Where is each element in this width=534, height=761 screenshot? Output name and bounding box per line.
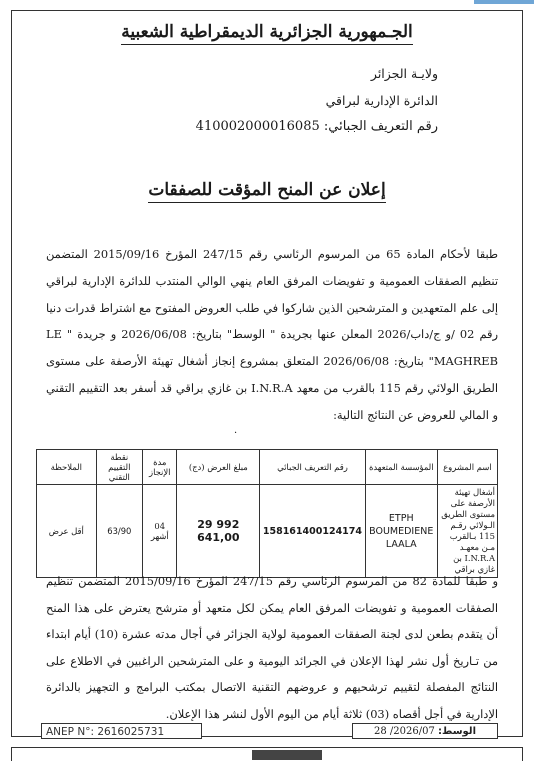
header-company: المؤسسة المتعهدة — [365, 450, 437, 485]
cell-company: ETPH BOUMEDIENE LAALA — [365, 485, 437, 578]
cell-project: أشغال تهيئة الأرصفة على مستوى الطريق الـولائي رقـم 115 بـالقرب مـن معهـد I.N.R.A بن غازي براقي — [437, 485, 497, 578]
table-row — [37, 485, 498, 578]
anep-number: ANEP N°: 2616025731 — [41, 723, 202, 739]
cell-duration: 04 أشهر — [143, 485, 177, 578]
header-amount: مبلغ العرض (دج) — [177, 450, 260, 485]
republic-heading: الجـمهورية الجزائرية الديمقراطية الشعبية — [0, 22, 534, 42]
publication-date: 28 /2026/07 — [373, 726, 435, 737]
header-score: نقطة التقييم التقني — [96, 450, 142, 485]
newspaper-name: الوسط: — [438, 726, 476, 737]
table-header-row — [37, 450, 498, 485]
stray-dot: · — [234, 428, 238, 439]
appeal-paragraph: و طبقا للمادة 82 من المرسوم الرئاسي رقم 247/15 المؤرخ 2015/09/16 المتضمن تنظيم الصفقات العمومية و تفويضات المرفق العام يمكن لكل متعهد أو مترشح يعترض على هذا المنح أن يتقدم بطعن لدى لجنة الصفقات العمومية لولاية الجزائر في أجال مدته عشرة (10) أيام ابتداء من تـاريخ أول نشر لهذا الإعلان في الجرائد اليومية و على المترشحين الراغبين في الاطلاع على النتائج المفصلة لتقييم ترشحيهم و عروضهم التقنية الاتصال بمكتب البرامج و التجهيز بالدائرة الإدارية في أجل أقصاه (03) ثلاثة أيام من اليوم الأول لنشر هذا الإعلان. — [46, 574, 498, 721]
header-tax-id: رقم التعريف الجبائي — [260, 450, 366, 485]
wilaya-line: ولايـة الجزائر — [370, 66, 438, 81]
publication-stamp — [352, 723, 498, 739]
cell-amount: 29 992 641,00 — [177, 485, 260, 578]
intro-paragraph: طبقا لأحكام المادة 65 من المرسوم الرئاسي رقم 247/15 المؤرخ 2015/09/16 المتضمن تنظيم الصفقات العمومية و تفويضات المرفق العام ينهي الوالي المنتدب للدائرة الإدارية لبراقي إلى علم المتعهدين و المترشحين الذين شاركوا في طلب العروض المفتوح مع اشتراط قدرات دنيا رقم 02 /و ج/داب/2026 المعلن عنها بجريدة " الوسط" بتاريخ: 2026/06/08 و جريدة " LE MAGHREB" بتاريخ: 2026/06/08 المتعلق بمشروع إنجاز أشغال تهيئة الأرصفة على مستوى الطريق الولائي رقم 115 بالقرب من معهد I.N.R.A بن غازي براقي قد أسفر بعد التقييم التقني و المالي للعروض عن النتائج التالية: — [46, 247, 498, 422]
cell-tax-id: 158161400124174 — [260, 485, 366, 578]
tax-id-line: رقم التعريف الجبائي: 410002000016085 — [195, 119, 438, 134]
top-accent-bar — [474, 0, 534, 4]
results-table — [36, 449, 498, 578]
notice-title: إعلان عن المنح المؤقت للصفقات — [0, 180, 534, 200]
daira-line: الدائرة الإدارية لبراقي — [325, 93, 438, 108]
header-duration: مدة الإنجاز — [143, 450, 177, 485]
header-note: الملاحظة — [37, 450, 97, 485]
cell-score: 63/90 — [96, 485, 142, 578]
header-project: اسم المشروع — [437, 450, 497, 485]
top-strip — [0, 0, 534, 5]
cell-note: أقل عرض — [37, 485, 97, 578]
